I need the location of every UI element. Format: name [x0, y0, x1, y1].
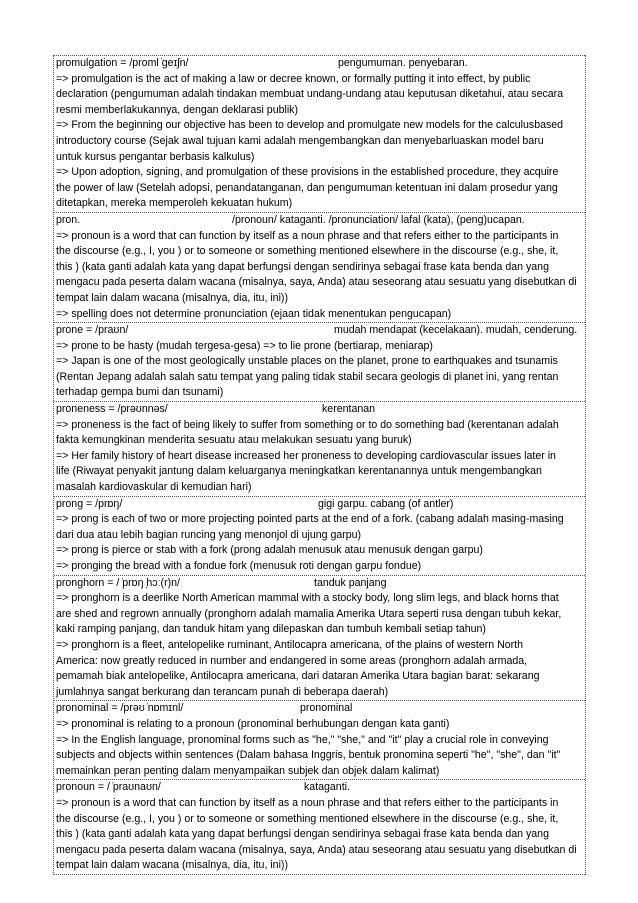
entry-text-line: kaki ramping panjang, dan tanduk hitam yang dilepaskan dan tumbuh kembali setiap tahun) [56, 623, 486, 636]
entry-text-line: introductory course (Sejak awal tujuan kami adalah mengembangkan dan menyebarluaskan model baru [56, 134, 544, 147]
entry-text-line: => pronominal is relating to a pronoun (pronominal berhubungan dengan kata ganti) [56, 717, 450, 730]
entry-translation: tanduk panjang [314, 576, 387, 589]
entry-translation: mudah mendapat (kecelakaan). mudah, cenderung. [334, 324, 578, 337]
entry-text-line: mengacu pada peserta dalam wacana (misalnya, saya, Anda) atau seseorang atau sesuatu yang disebutkan di [56, 843, 577, 856]
entry-text-line: the discourse (e.g., I, you ) or to someone or something mentioned elsewhere in the discourse (e.g., she, it, [56, 245, 559, 258]
dictionary-entry [54, 575, 585, 701]
entry-text-line: => From the beginning our objective has been to develop and promulgate new models for the calculusbased [56, 119, 564, 132]
entry-text-line: jumlahnya sangat berkurang dan terancam punah di beberapa daerah) [56, 685, 389, 698]
entry-headline [56, 576, 583, 592]
entry-headline [56, 497, 583, 513]
entry-translation: /pronoun/ kataganti. /pronunciation/ lafal (kata), (peng)ucapan. [232, 213, 525, 226]
entry-text-line: fakta kemungkinan menderita sesuatu atau melakukan sesuatu yang buruk) [56, 434, 412, 447]
entry-term: pronghorn = / ̍prɒŋ ̩hɔː(r)n/ [56, 576, 180, 589]
entry-text-line: are shed and regrown annually (pronghorn adalah mamalia Amerika Utara seperti rusa dengan tubuh kekar, [56, 607, 562, 620]
entry-text-line: (Rentan Jepang adalah salah satu tempat yang paling tidak stabil secara geologis di planet ini, yang rentan [56, 370, 559, 383]
entry-text-line: => Japan is one of the most geologically unstable places on the planet, prone to earthquakes and tsunamis [56, 355, 558, 368]
entry-text-line: => In the English language, pronominal forms such as "he," "she," and "it" play a crucial role in conveying [56, 733, 549, 746]
dictionary-entry [54, 496, 585, 575]
entry-text-line: terhadap gempa bumi dan tsunami) [56, 386, 224, 399]
entry-text-line: mengacu pada peserta dalam wacana (misalnya, saya, Anda) atau seseorang atau sesuatu yang disebutkan di [56, 276, 577, 289]
entry-text-line: the discourse (e.g., I, you ) or to someone or something mentioned elsewhere in the discourse (e.g., she, it, [56, 812, 559, 825]
dictionary-table [53, 55, 586, 875]
entry-text-line: => proneness is the fact of being likely to suffer from something or to do something bad (kerentanan adalah [56, 418, 559, 431]
dictionary-entry [54, 401, 585, 496]
entry-translation: kerentanan [322, 403, 376, 416]
entry-text-line: => pronoun is a word that can function by itself as a noun phrase and that refers either to the participants in [56, 796, 559, 809]
entry-term: pron. [56, 213, 81, 226]
dictionary-entry [54, 700, 585, 779]
entry-text-line: untuk kursus pengantar berbasis kalkulus) [56, 150, 255, 163]
entry-headline [56, 701, 583, 717]
entry-term: proneness = /prəʊnnəs/ [56, 403, 168, 416]
entry-text-line: subjects and objects within sentences (Dalam bahasa Inggris, bentuk pronomina seperti "he", "she", dan "it" [56, 749, 561, 762]
entry-translation: gigi garpu. cabang (of antler) [318, 497, 454, 510]
entry-text-line: => promulgation is the act of making a law or decree known, or formally putting it into effect, by public [56, 72, 531, 85]
entry-headline [56, 402, 583, 418]
entry-text-line: tempat lain dalam wacana (misalnya, dia, itu, ini)) [56, 291, 288, 304]
entry-text-line: tempat lain dalam wacana (misalnya, dia, itu, ini)) [56, 859, 288, 872]
entry-text-line: dari dua atau lebih bagian runcing yang menonjol di ujung garpu) [56, 528, 362, 541]
entry-text-line: life (Riwayat penyakit jantung dalam keluarganya meningkatkan kerentanannya untuk mengembangkan [56, 465, 542, 478]
entry-term: pronominal = /prəʊ ̍nɒmɪnl/ [56, 702, 184, 715]
entry-text-line: America: now greatly reduced in number and endangered in some areas (pronghorn adalah armada, [56, 654, 528, 667]
entry-translation: pronominal [300, 702, 353, 715]
entry-headline [56, 780, 583, 796]
entry-text-line: => prong is pierce or stab with a fork (prong adalah menusuk atau menusuk dengan garpu) [56, 544, 483, 557]
entry-translation: kataganti. [304, 781, 350, 794]
entry-text-line: this ) (kata ganti adalah kata yang dapat berfungsi dengan sendirinya sebagai frase kata benda dan yang [56, 260, 549, 273]
entry-text-line: => pronghorn is a fleet, antelopelike ruminant, Antilocapra americana, of the plains of western North [56, 638, 523, 651]
entry-text-line: => pronoun is a word that can function by itself as a noun phrase and that refers either to the participants in [56, 229, 559, 242]
entry-text-line: this ) (kata ganti adalah kata yang dapat berfungsi dengan sendirinya sebagai frase kata benda dan yang [56, 828, 549, 841]
entry-headline [56, 323, 583, 339]
entry-text-line: => pronghorn is a deerlike North American mammal with a stocky body, long slim legs, and black horns that [56, 592, 559, 605]
entry-text-line: masalah kardiovaskular di kemudian hari) [56, 481, 252, 494]
entry-text-line: memainkan peran penting dalam menyampaikan subjek dan objek dalam kalimat) [56, 764, 440, 777]
entry-text-line: => Her family history of heart disease increased her proneness to developing cardiovascular issues later in [56, 449, 556, 462]
dictionary-entry [54, 55, 585, 212]
entry-text-line: => spelling does not determine pronunciation (ejaan tidak menentukan pengucapan) [56, 307, 452, 320]
entry-text-line: ditetapkan, mereka memperoleh kekuatan hukum) [56, 197, 293, 210]
entry-term: pronoun = / ̍praʊnaʊn/ [56, 781, 161, 794]
entry-term: promulgation = /proml ̍geɪʃn/ [56, 57, 189, 69]
dictionary-entry [54, 322, 585, 401]
entry-headline [56, 213, 583, 229]
entry-text-line: resmi memberlakukannya, dengan deklarasi publik) [56, 103, 299, 116]
entry-translation: pengumuman. penyebaran. [338, 57, 468, 69]
dictionary-entry [54, 779, 585, 875]
entry-term: prong = /prɒŋ/ [56, 497, 123, 510]
entry-text-line: => Upon adoption, signing, and promulgation of these provisions in the established procedure, they acquire [56, 166, 559, 179]
entry-text-line: => pronging the bread with a fondue fork (menusuk roti dengan garpu fondue) [56, 560, 422, 572]
entry-text-line: => prone to be hasty (mudah tergesa-gesa) => to lie prone (bertiarap, meniarap) [56, 339, 433, 352]
entry-headline [56, 56, 583, 72]
entry-text-line: declaration (pengumuman adalah tindakan membuat undang-undang atau keputusan diketahui, atau secara [56, 88, 564, 101]
entry-term: prone = /praʊn/ [56, 324, 129, 337]
entry-text-line: the power of law (Setelah adopsi, penandatanganan, dan pengumuman ketentuan ini dalam prosedur yang [56, 181, 558, 194]
entry-text-line: pemamah biak antelopelike, Antilocapra americana, dari dataran Amerika Utara bagian barat: sekarang [56, 670, 540, 683]
entry-text-line: => prong is each of two or more projecting pointed parts at the end of a fork. (cabang adalah masing-masing [56, 513, 564, 526]
dictionary-entry [54, 212, 585, 322]
